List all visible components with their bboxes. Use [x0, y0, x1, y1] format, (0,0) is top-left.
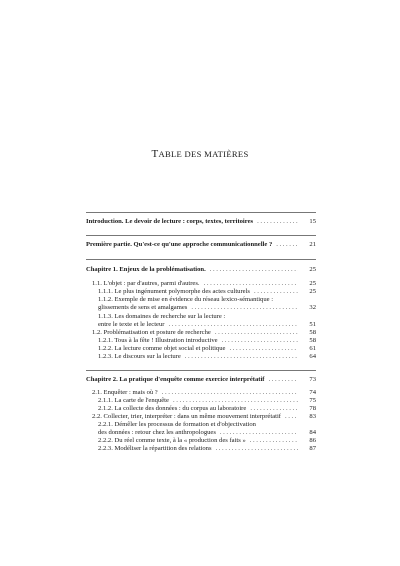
toc-entry-2-1[interactable]	[92, 389, 316, 397]
toc-entry-1-1-2[interactable]	[98, 304, 316, 312]
dot-leader	[250, 405, 298, 413]
entry-page: 64	[309, 353, 316, 360]
entry-label: entre le texte et le lecteur	[98, 321, 165, 328]
separator-rule	[86, 259, 316, 260]
entry-label: Première partie. Qu'est-ce qu'une approche communicationnelle ?	[86, 241, 273, 248]
dot-leader	[250, 437, 298, 445]
toc-entry-2-2-2[interactable]	[98, 437, 316, 445]
toc-entry-1-1-3[interactable]	[98, 321, 316, 329]
entry-label: 1.2. Problématisation et posture de recherche	[92, 329, 211, 336]
toc-entry-1-1-3-line1[interactable]: 1.1.3. Les domaines de recherche sur la lecture :	[98, 313, 226, 320]
entry-page: 32	[309, 304, 316, 311]
entry-page: 74	[309, 389, 316, 396]
dot-leader	[191, 304, 298, 312]
dot-leader	[268, 376, 298, 384]
entry-label: 2.2.2. Du réel comme texte, à la « production des faits »	[98, 437, 246, 444]
toc-entry-2-2[interactable]	[92, 413, 316, 421]
entry-page: 86	[309, 437, 316, 444]
page-title	[0, 148, 400, 160]
entry-page: 84	[309, 429, 316, 436]
entry-page: 87	[309, 445, 316, 452]
separator-rule	[86, 212, 316, 213]
entry-label: Chapitre 1. Enjeux de la problématisation.	[86, 266, 206, 273]
dot-leader	[216, 445, 298, 453]
dot-leader	[185, 353, 298, 361]
dot-leader	[168, 321, 298, 329]
title-initial: T	[151, 148, 159, 160]
dot-leader	[257, 218, 298, 226]
dot-leader	[215, 329, 298, 337]
toc-entry-1-2-3[interactable]	[98, 353, 316, 361]
entry-page: 58	[309, 337, 316, 344]
toc-entry-2-2-3[interactable]	[98, 445, 316, 453]
toc-entry-chapter-1[interactable]	[86, 266, 316, 274]
dot-leader	[210, 266, 298, 274]
toc-entry-2-1-1[interactable]	[98, 397, 316, 405]
entry-label: 1.1.1. Le plus ingénument polymorphe des actes culturels	[98, 288, 250, 295]
separator-rule	[86, 235, 316, 236]
dot-leader	[220, 429, 298, 437]
entry-label: Chapitre 2. La pratique d'enquête comme exercice interprétatif	[86, 376, 265, 383]
toc-entry-1-2-1[interactable]	[98, 337, 316, 345]
entry-label: 2.2.3. Modéliser la répartition des relations	[98, 445, 212, 452]
entry-page: 61	[309, 345, 316, 352]
dot-leader	[173, 397, 298, 405]
entry-label: 1.1. L'objet : par d'autres, parmi d'autres.	[92, 280, 200, 287]
toc-entry-1-1-2-line1[interactable]: 1.1.2. Exemple de mise en évidence du réseau lexico-sémantique :	[98, 296, 274, 303]
entry-page: 78	[309, 405, 316, 412]
toc-entry-2-2-1-line1[interactable]: 2.2.1. Démêler les processus de formation et d'objectivation	[98, 421, 256, 428]
dot-leader	[276, 241, 298, 249]
entry-page: 25	[309, 280, 316, 287]
entry-label: 2.1.1. La carte de l'enquête	[98, 397, 169, 404]
dot-leader	[222, 337, 298, 345]
toc-entry-2-1-2[interactable]	[98, 405, 316, 413]
entry-page: 75	[309, 397, 316, 404]
entry-page: 73	[309, 376, 316, 383]
dot-leader	[204, 280, 298, 288]
entry-label: 2.2. Collecter, trier, interpréter : dans un même mouvement interprétatif	[92, 413, 281, 420]
toc-entry-1-2-2[interactable]	[98, 345, 316, 353]
separator-rule	[86, 370, 316, 371]
entry-page: 25	[309, 266, 316, 273]
dot-leader	[285, 413, 298, 421]
dot-leader	[254, 288, 298, 296]
toc-entry-1-2[interactable]	[92, 329, 316, 337]
entry-label: 2.1.2. La collecte des données : du corpus au laboratoire	[98, 405, 247, 412]
entry-label: Introduction. Le devoir de lecture : corps, textes, territoires	[86, 218, 254, 225]
toc-entry-1-1[interactable]	[92, 280, 316, 288]
entry-label: 1.2.3. Le discours sur la lecture	[98, 353, 181, 360]
entry-page: 51	[309, 321, 316, 328]
toc-entry-chapter-2[interactable]	[86, 376, 316, 384]
title-rest: ABLE DES MATIÈRES	[158, 149, 249, 159]
entry-label: 2.1. Enquêter : mais où ?	[92, 389, 158, 396]
entry-page: 83	[309, 413, 316, 420]
entry-page: 15	[309, 218, 316, 225]
entry-page: 25	[309, 288, 316, 295]
dot-leader	[229, 345, 298, 353]
entry-label: 1.2.2. La lecture comme objet social et politique	[98, 345, 226, 352]
toc-entry-introduction[interactable]	[86, 218, 316, 226]
entry-label: des données : retour chez les anthropologues	[98, 429, 216, 436]
entry-page: 21	[309, 241, 316, 248]
entry-page: 58	[309, 329, 316, 336]
toc-entry-1-1-1[interactable]	[98, 288, 316, 296]
entry-label: 1.2.1. Tous à la fête ! Illustration introductive	[98, 337, 218, 344]
toc-entry-part-one[interactable]	[86, 241, 316, 249]
toc-entry-2-2-1[interactable]	[98, 429, 316, 437]
entry-label: glissements de sens et amalgames	[98, 304, 188, 311]
dot-leader	[162, 389, 298, 397]
